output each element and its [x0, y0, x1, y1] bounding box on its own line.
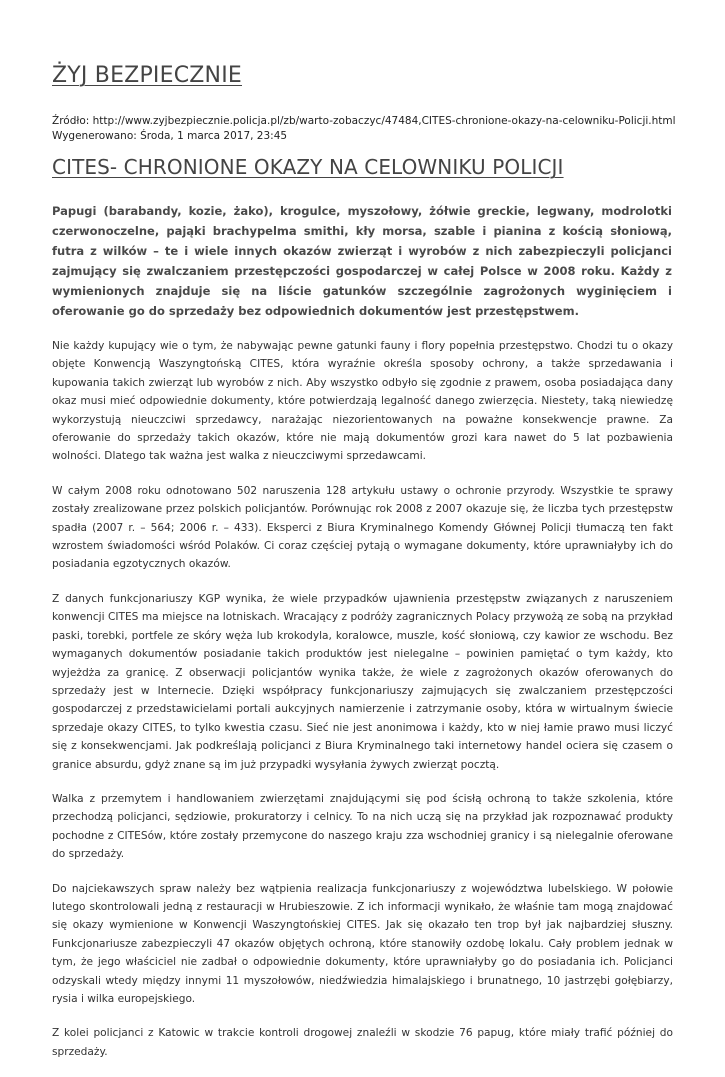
article-paragraph: Z kolei policjanci z Katowic w trakcie kontroli drogowej znaleźli w skodzie 76 papug, które miały trafić później do sprzedaży. — [52, 1027, 673, 1058]
source-line: Źródło: http://www.zyjbezpiecznie.policja.pl/zb/warto-zobaczyc/47484,CITES-chronione-okazy-na-celowniku-Policji.html — [52, 115, 676, 127]
document-meta — [52, 114, 692, 144]
article-title: CITES- CHRONIONE OKAZY NA CELOWNIKU POLICJI — [52, 155, 564, 179]
article-lead: Papugi (barabandy, kozie, żako), krogulce, myszołowy, żółwie greckie, legwany, modrolotki czerwonoczelne, pająki brachypelma smithi, kły morsa, szable i pianina z kością słoniową, futra z wilków – te i wiele innych okazów zwierząt i wyrobów z nich zabezpieczyli policjanci zajmujący się zwalczaniem przestępczości gospodarczej w całej Polsce w 2008 roku. Każdy z wymienionych znajduje się na liście gatunków szczególnie zagrożonych wyginięciem i oferowanie go do sprzedaży bez odpowiednich dokumentów jest przestępstwem. — [52, 204, 672, 318]
article-body — [52, 337, 673, 1077]
generated-line: Wygenerowano: Środa, 1 marca 2017, 23:45 — [52, 130, 288, 142]
article-paragraph: W całym 2008 roku odnotowano 502 naruszenia 128 artykułu ustawy o ochronie przyrody. Wszystkie te sprawy zostały zrealizowane przez polskich policjantów. Porównując rok 2008 z 2007 okazuje się, że liczba tych przestępstw spadła (2007 r. – 564; 2006 r. – 433). Eksperci z Biura Kryminalnego Komendy Głównej Policji tłumaczą ten fakt wzrostem świadomości wśród Polaków. Ci coraz częściej pytają o wymagane dokumenty, które uprawniałyby ich do posiadania egzotycznych okazów. — [52, 484, 673, 571]
article-paragraph: Walka z przemytem i handlowaniem zwierzętami znajdującymi się pod ścisłą ochroną to także szkolenia, które przechodzą policjanci, sędziowie, prokuratorzy i celnicy. To na nich uczą się na przykład jak rozpoznawać produkty pochodne z CITESów, które zostały przemycone do naszego kraju zza wschodniej granicy i są nielegalnie oferowane do sprzedaży. — [52, 792, 673, 861]
article-paragraph: Nie każdy kupujący wie o tym, że nabywając pewne gatunki fauny i flory popełnia przestępstwo. Chodzi tu o okazy objęte Konwencją Waszyngtońską CITES, która wyraźnie określa sposoby ochrony, a także sprzedawania i kupowania takich zwierząt lub wyrobów z nich. Aby wszystko odbyło się zgodnie z prawem, osoba posiadająca dany okaz musi mieć odpowiednie dokumenty, które potwierdzają legalność danego zwierzęcia. Niestety, taką niewiedzę wykorzystują nieuczciwi sprzedawcy, narażając niezorientowanych na poważne konsekwencje prawne. Za oferowanie do sprzedaży takich okazów, które nie mają dokumentów grozi kara nawet do 5 lat pozbawienia wolności. Dlatego tak ważna jest walka z nieuczciwymi sprzedawcami. — [52, 340, 673, 463]
article-paragraph: Do najciekawszych spraw należy bez wątpienia realizacja funkcjonariuszy z województwa lubelskiego. W połowie lutego skontrolowali jedną z restauracji w Hrubieszowie. Z ich informacji wynikało, że właśnie tam mogą znajdować się okazy wymienione w Konwencji Waszyngtońskiej CITES. Jak się okazało ten trop był jak najbardziej słuszny. Funkcjonariusze zabezpieczyli 47 okazów objętych ochroną, które stanowiły ozdobę lokalu. Cały problem jednak w tym, że jego właściciel nie zadbał o odpowiednie dokumenty, które uprawniałyby go do posiadania ich. Policjanci odzyskali wtedy między innymi 11 myszołowów, niedźwiedzia himalajskiego i brunatnego, 10 jastrzębi gołębiarzy, rysia i wilka europejskiego. — [52, 882, 673, 1005]
site-title: ŻYJ BEZPIECZNIE — [52, 63, 242, 88]
article-paragraph: Z danych funkcjonariuszy KGP wynika, że wiele przypadków ujawnienia przestępstw związanych z naruszeniem konwencji CITES ma miejsce na lotniskach. Wracający z podróży zagranicznych Polacy przywożą ze sobą na przykład paski, torebki, portfele ze skóry węża lub krokodyla, koralowce, muszle, kość słoniową, czy kawior ze wschodu. Bez wymaganych dokumentów posiadanie takich produktów jest nielegalne – powinien pamiętać o tym każdy, kto wyjeżdża za granicę. Z obserwacji policjantów wynika także, że wiele z zagrożonych okazów oferowanych do sprzedaży jest w Internecie. Dzięki współpracy funkcjonariuszy zajmujących się zwalczaniem przestępczości gospodarczej z przedstawicielami portali aukcyjnych namierzenie i zatrzymanie osoby, która w wirtualnym świecie sprzedaje okazy CITES, to tylko kwestia czasu. Sieć nie jest anonimowa i każdy, kto w niej łamie prawo musi liczyć się z konsekwencjami. Jak podkreślają policjanci z Biura Kryminalnego taki internetowy handel ociera się czasem o granice absurdu, gdyż znane są im już przypadki wysyłania żywych zwierząt pocztą. — [52, 592, 673, 771]
